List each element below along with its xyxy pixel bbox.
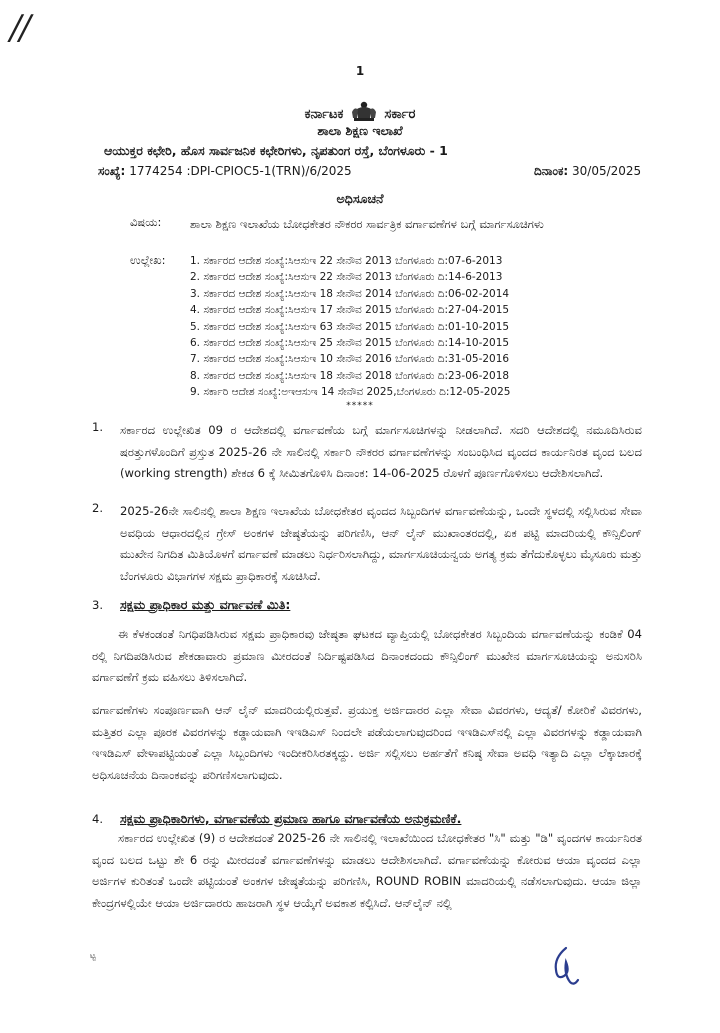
section-3-number: 3. [92,598,104,612]
reference-item: 8. ಸರ್ಕಾರದ ಆದೇಶ ಸಂಖ್ಯೆ:ಸಿಆಸುಇ 18 ಸೇನೌವ 2018 ಬೆಂಗಳೂರು ದಿ:23-06-2018 [190,369,510,382]
office-address: ಆಯುಕ್ತರ ಕಛೇರಿ, ಹೊಸ ಸಾರ್ವಜನಿಕ ಕಛೇರಿಗಳು, ನೃಪತುಂಗ ರಸ್ತೆ, ಬೆಂಗಳೂರು - 1 [104,143,448,158]
notification-title: ಅಧಿಸೂಚನೆ [336,191,384,206]
reference-item: 7. ಸರ್ಕಾರದ ಆದೇಶ ಸಂಖ್ಯೆ:ಸಿಆಸುಇ 10 ಸೇನೌವ 2016 ಬೆಂಗಳೂರು ದಿ:31-05-2016 [190,353,510,366]
handwritten-corner-mark: // [10,8,29,48]
reference-item: 3. ಸರ್ಕಾರದ ಆದೇಶ ಸಂಖ್ಯೆ:ಸಿಆಸುಇ 18 ಸೇನೌವ 2014 ಬೆಂಗಳೂರು ದಿ:06-02-2014 [190,287,510,300]
references-list [190,253,510,401]
gov-title-right: ಸರ್ಕಾರ [384,107,416,122]
references-label: ಉಲ್ಲೇಖ: [130,253,166,267]
document-date [534,164,641,179]
paragraph-2-number: 2. [92,501,104,515]
reference-item: 2. ಸರ್ಕಾರದ ಆದೇಶ ಸಂಖ್ಯೆ:ಸಿಆಸುಇ 22 ಸೇನೌವ 2013 ಬೆಂಗಳೂರು ದಿ:14-6-2013 [190,271,503,284]
reference-label: ಸಂಖ್ಯೆ: [98,164,126,178]
paragraph-1-number: 1. [92,420,104,434]
subject-text: ಶಾಲಾ ಶಿಕ್ಷಣ ಇಲಾಖೆಯ ಬೋಧಕೇತರ ನೌಕರರ ಸಾರ್ವತ್ರಿಕ ವರ್ಗಾವಣೆಗಳ ಬಗ್ಗೆ ಮಾರ್ಗಸೂಚಿಗಳು [190,217,544,231]
section-4-number: 4. [92,812,104,826]
reference-item: 6. ಸರ್ಕಾರದ ಆದೇಶ ಸಂಖ್ಯೆ:ಸಿಆಸುಇ 25 ಸೇನೌವ 2015 ಬೆಂಗಳೂರು ದಿ:14-10-2015 [190,337,510,350]
section-3-paragraph-b: ವರ್ಗಾವಣೆಗಳು ಸಂಪೂರ್ಣವಾಗಿ ಆನ್ ಲೈನ್ ಮಾದರಿಯಲ್ಲಿರುತ್ತವೆ. ಪ್ರಯುಕ್ತ ಅರ್ಜಿದಾರರ ಎಲ್ಲಾ ಸೇವಾ ವಿವರಗಳು, ಆದ್ಯತೆ/ ಕೋರಿಕೆ ವಿವರಗಳು, ಮತ್ತಿತರ ಎಲ್ಲಾ ಪೂರಕ ವಿವರಗಳನ್ನು ಕಡ್ಡಾಯವಾಗಿ ಇಇಡಿಎಸ್ ನಿಂದಲೇ ಪಡೆಯಲಾಗುವುದರಿಂದ ಇಇಡಿಎಸ್‌ನಲ್ಲಿ ಎಲ್ಲಾ ವಿವರಗಳನ್ನು ಕಡ್ಡಾಯವಾಗಿ ಇಇಡಿಎಸ್ ವೇಳಾಪಟ್ಟಿಯಂತೆ ಎಲ್ಲಾ ಸಿಬ್ಬಂದಿಗಳು ಇಂದೀಕರಿಸಿರತಕ್ಕದ್ದು. ಅರ್ಜಿ ಸಲ್ಲಿಸಲು ಅರ್ಹತೆಗೆ ಕನಿಷ್ಠ ಸೇವಾ ಅವಧಿ ಇತ್ಯಾದಿ ಎಲ್ಲಾ ಲೆಕ್ಕಾಚಾರಕ್ಕೆ ಅಧಿಸೂಚನೆಯ ದಿನಾಂಕವನ್ನು ಪರಿಗಣಿಸಲಾಗುವುದು. [92,703,642,782]
section-4-heading: ಸಕ್ಷಮ ಪ್ರಾಧಿಕಾರಿಗಳು, ವರ್ಗಾವಣೆಯ ಪ್ರಮಾಣ ಹಾಗೂ ವರ್ಗಾವಣೆಯ ಅನುಕ್ರಮಣಿಕೆ. [120,811,462,826]
reference-item: 5. ಸರ್ಕಾರದ ಆದೇಶ ಸಂಖ್ಯೆ:ಸಿಆಸುಇ 63 ಸೇನೌವ 2015 ಬೆಂಗಳೂರು ದಿ:01-10-2015 [190,320,510,333]
reference-item: 4. ಸರ್ಕಾರದ ಆದೇಶ ಸಂಖ್ಯೆ:ಸಿಆಸುಇ 17 ಸೇನೌವ 2015 ಬೆಂಗಳೂರು ದಿ:27-04-2015 [190,304,510,317]
section-3-heading: ಸಕ್ಷಮ ಪ್ರಾಧಿಕಾರ ಮತ್ತು ವರ್ಗಾವಣೆ ಮಿತಿ: [120,597,291,612]
section-4-paragraph: ಸರ್ಕಾರದ ಉಲ್ಲೇಖಿತ (9) ರ ಆದೇಶದಂತೆ 2025-26 ನೇ ಸಾಲಿನಲ್ಲಿ ಇಲಾಖೆಯಿಂದ ಬೋಧಕೇತರ "ಸಿ" ಮತ್ತು "ಡಿ" ವೃಂದಗಳ ಕಾರ್ಯನಿರತ ವೃಂದ ಬಲದ ಒಟ್ಟು ಶೇ 6 ರನ್ನು ಮೀರದಂತೆ ವರ್ಗಾವಣೆಗಳನ್ನು ಮಾಡಲು ಆದೇಶಿಸಲಾಗಿದೆ. ವರ್ಗಾವಣೆಯನ್ನು ಕೋರುವ ಆಯಾ ವೃಂದದ ಎಲ್ಲಾ ಅರ್ಜಿಗಳ ಕುರಿತಂತೆ ಒಂದೇ ಪಟ್ಟಿಯಂತೆ ಅಂಕಗಳ ಜೇಷ್ಠತೆಯನ್ನು ಪರಿಗಣಿಸಿ, ROUND ROBIN ಮಾದರಿಯಲ್ಲಿ ನಡೆಸಲಾಗುವುದು. ಆಯಾ ಜಿಲ್ಲಾ ಕೇಂದ್ರಗಳಲ್ಲಿಯೇ ಆಯಾ ಅರ್ಜಿದಾರರು ಹಾಜರಾಗಿ ಸ್ಥಳ ಆಯ್ಕೆಗೆ ಅವಕಾಶ ಕಲ್ಪಿಸಿದೆ. ಆನ್‌ಲೈನ್ ನಲ್ಲಿ [92,831,642,910]
section-separator: ***** [346,401,374,411]
department-name: ಶಾಲಾ ಶಿಕ್ಷಣ ಇಲಾಖೆ [317,123,403,138]
reference-number [98,164,352,179]
gov-title-left: ಕರ್ನಾಟಕ [304,107,344,122]
page-initials: ಟ್ಟ [90,951,96,960]
date-value: 30/05/2025 [572,164,642,178]
paragraph-2: 2025-26ನೇ ಸಾಲಿನಲ್ಲಿ ಶಾಲಾ ಶಿಕ್ಷಣ ಇಲಾಖೆಯ ಬೋಧಕೇತರ ವೃಂದದ ಸಿಬ್ಬಂದಿಗಳ ವರ್ಗಾವಣೆಯನ್ನು, ಒಂದೇ ಸ್ಥಳದಲ್ಲಿ ಸಲ್ಲಿಸಿರುವ ಸೇವಾ ಅವಧಿಯ ಆಧಾರದಲ್ಲಿನ ಗ್ರೇಸ್ ಅಂಕಗಳ ಜೇಷ್ಠತೆಯನ್ನು ಪರಿಗಣಿಸಿ, ಆನ್ ಲೈನ್ ಮುಖಾಂತರದಲ್ಲಿ, ಏಕ ಪಟ್ಟಿ ಮಾದರಿಯಲ್ಲಿ ಕೌನ್ಸಿಲಿಂಗ್ ಮುಖೇನ ನಿಗದಿತ ಮಿತಿಯೊಳಗೆ ವರ್ಗಾವಣೆ ಮಾಡಲು ನಿರ್ಧರಿಸಲಾಗಿದ್ದು, ಮಾರ್ಗಸೂಚಿಯನ್ವಯ ಅಗತ್ಯ ಕ್ರಮ ತೆಗೆದುಕೊಳ್ಳಲು ಮೈಸೂರು ಮತ್ತು ಬೆಂಗಳೂರು ವಿಭಾಗಗಳ ಸಕ್ಷಮ ಪ್ರಾಧಿಕಾರಕ್ಕೆ ಸೂಚಿಸಿದೆ. [120,504,642,583]
paragraph-1: ಸರ್ಕಾರದ ಉಲ್ಲೇಖಿತ 09 ರ ಆದೇಶದಲ್ಲಿ ವರ್ಗಾವಣೆಯ ಬಗ್ಗೆ ಮಾರ್ಗಸೂಚಿಗಳನ್ನು ನೀಡಲಾಗಿದೆ. ಸದರಿ ಆದೇಶದಲ್ಲಿ ನಮೂದಿಸಿರುವ ಷರತ್ತುಗಳೊಂದಿಗೆ ಪ್ರಸ್ತುತ 2025-26 ನೇ ಸಾಲಿನಲ್ಲಿ ಸರ್ಕಾರಿ ನೌಕರರ ವರ್ಗಾವಣೆಗಳನ್ನು ಸಂಬಂಧಿಸಿದ ವೃಂದದ ಕಾರ್ಯನಿರತ ವೃಂದ ಬಲದ (working strength) ಶೇಕಡ 6 ಕ್ಕೆ ಸೀಮಿತಗೊಳಿಸಿ ದಿನಾಂಕ: 14-06-2025 ರೊಳಗೆ ಪೂರ್ಣಗೊಳಿಸಲು ಆದೇಶಿಸಲಾಗಿದೆ. [120,423,642,480]
signature-mark [544,944,584,992]
date-label: ದಿನಾಂಕ: [534,164,569,178]
subject-label: ವಿಷಯ: [130,215,162,229]
page-number: 1 [355,64,365,78]
reference-item: 9. ಸರ್ಕಾರಿ ಆದೇಶ ಸಂಖ್ಯೆ:ಅಇಆಸುಇ 14 ಸೇನೌವ 2025,ಬೆಂಗಳೂರು ದಿ:12-05-2025 [190,386,511,399]
section-3-paragraph-a: ಈ ಕೆಳಕಂಡಂತೆ ನಿಗಧಿಪಡಿಸಿರುವ ಸಕ್ಷಮ ಪ್ರಾಧಿಕಾರವು ಜೇಷ್ಠತಾ ಘಟಕದ ವ್ಯಾಪ್ತಿಯಲ್ಲಿ ಬೋಧಕೇತರ ಸಿಬ್ಬಂದಿಯ ವರ್ಗಾವಣೆಯನ್ನು ಕಂಡಿಕೆ 04 ರಲ್ಲಿ ನಿಗದಿಪಡಿಸಿರುವ ಶೇಕಡಾವಾರು ಪ್ರಮಾಣ ಮೀರದಂತೆ ನಿರ್ದಿಷ್ಟಪಡಿಸಿದ ದಿನಾಂಕದಂದು ಕೌನ್ಸಿಲಿಂಗ್ ಮುಖೇನ ಮಾರ್ಗಸೂಚಿಯನ್ನು ಅನುಸರಿಸಿ ವರ್ಗಾವಣೆಗೆ ಕ್ರಮ ವಹಿಸಲು ತಿಳಿಸಲಾಗಿದೆ. [92,627,642,684]
reference-value: 1774254 :DPI-CPIOC5-1(TRN)/6/2025 [129,164,352,178]
reference-item: 1. ಸರ್ಕಾರದ ಆದೇಶ ಸಂಖ್ಯೆ:ಸಿಆಸುಇ 22 ಸೇನೌವ 2013 ಬೆಂಗಳೂರು ದಿ:07-6-2013 [190,255,503,267]
